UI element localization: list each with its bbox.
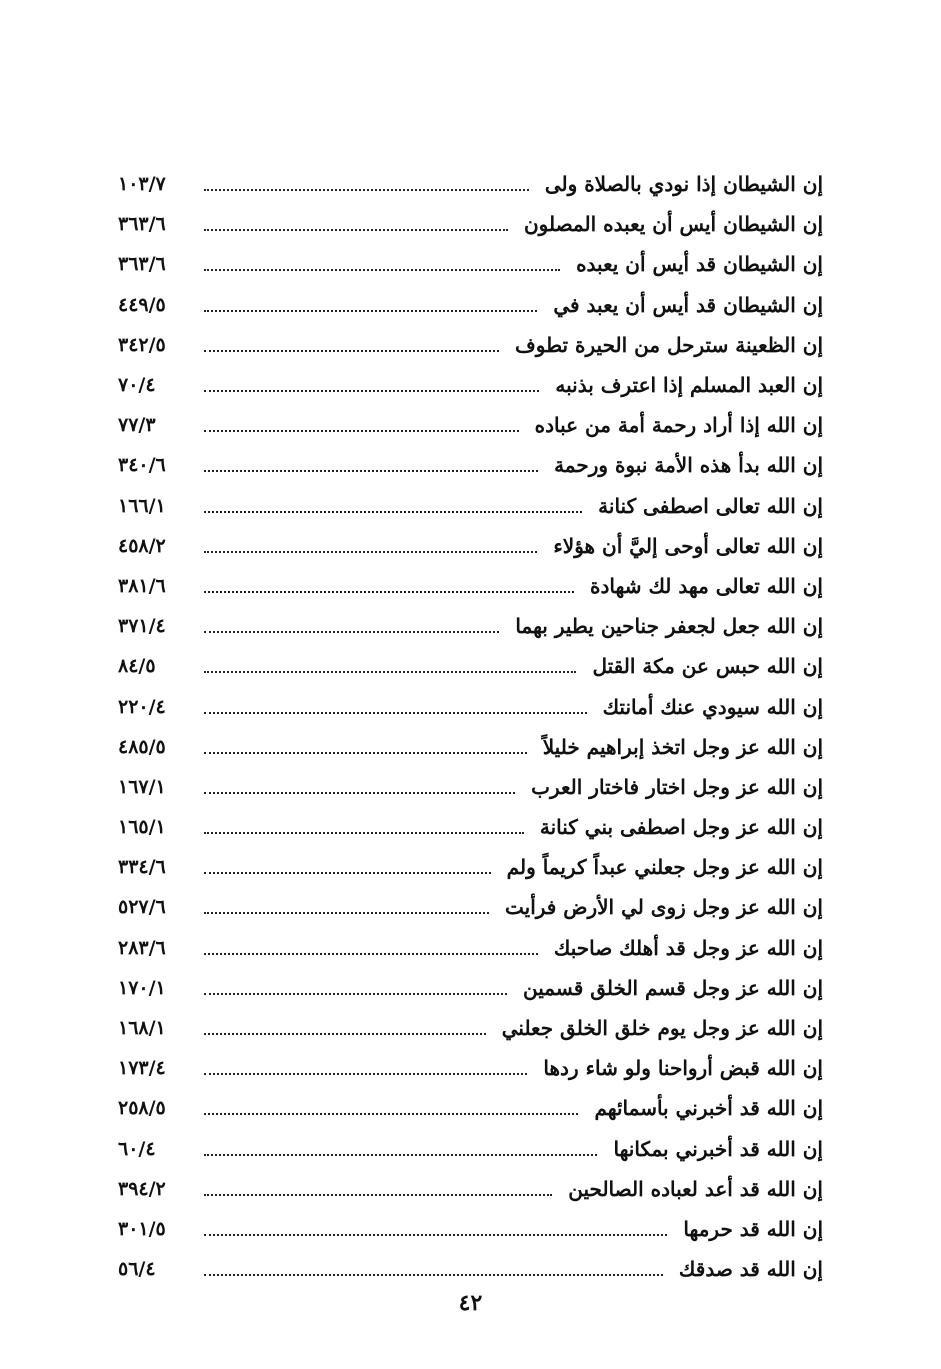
entry-text: إن الله عز وجل اتخذ إبراهيم خليلاً bbox=[542, 734, 823, 759]
entry-reference: ١٦٦/١ bbox=[118, 494, 166, 517]
entry-reference: ٢٢٠/٤ bbox=[118, 695, 166, 718]
entry-text: إن الله عز وجل قد أهلك صاحبك bbox=[553, 935, 823, 960]
dot-leader bbox=[204, 832, 524, 834]
dot-leader bbox=[204, 872, 491, 874]
dot-leader bbox=[204, 1154, 597, 1156]
entry-reference: ٣٨١/٦ bbox=[118, 574, 166, 597]
index-entry bbox=[118, 646, 823, 686]
index-entry bbox=[118, 968, 823, 1008]
entry-reference: ٣٤٢/٥ bbox=[118, 333, 166, 356]
entry-reference: ٣٠١/٥ bbox=[118, 1217, 166, 1240]
dot-leader bbox=[204, 1073, 527, 1075]
entry-reference: ١٦٧/١ bbox=[118, 775, 166, 798]
dot-leader bbox=[204, 350, 499, 352]
entry-text: إن الله تعالى اصطفى كنانة bbox=[598, 493, 823, 518]
entry-text: إن الشيطان قد أيس أن يعبده bbox=[576, 252, 823, 277]
entry-text: إن الله قد أخبرني بأسمائهم bbox=[594, 1096, 823, 1121]
entry-reference: ٥٢٧/٦ bbox=[118, 896, 166, 919]
entry-text: إن الله تعالى مهد لك شهادة bbox=[590, 573, 823, 598]
entry-text: إن الله إذا أراد رحمة أمة من عباده bbox=[534, 413, 823, 438]
entry-reference: ٧٧/٣ bbox=[118, 414, 156, 437]
index-entry bbox=[118, 767, 823, 807]
entry-reference: ٦٠/٤ bbox=[118, 1137, 156, 1160]
entry-reference: ٨٤/٥ bbox=[118, 655, 156, 678]
dot-leader bbox=[204, 1274, 663, 1276]
index-entry bbox=[118, 204, 823, 244]
index-entry bbox=[118, 244, 823, 284]
entry-reference: ٤٥٨/٢ bbox=[118, 534, 166, 557]
dot-leader bbox=[204, 189, 529, 191]
entry-text: إن الله عز وجل زوى لي الأرض فرأيت bbox=[504, 895, 823, 920]
entry-text: إن الله عز وجل اختار فاختار العرب bbox=[531, 774, 823, 799]
dot-leader bbox=[204, 671, 576, 673]
dot-leader bbox=[204, 1194, 552, 1196]
entry-text: إن الله سيودي عنك أمانتك bbox=[602, 694, 823, 719]
entry-reference: ١٦٥/١ bbox=[118, 816, 166, 839]
entry-reference: ١٠٣/٧ bbox=[118, 173, 166, 196]
entry-text: إن الله قد أعد لعباده الصالحين bbox=[568, 1176, 823, 1201]
dot-leader bbox=[204, 310, 537, 312]
entry-text: إن الله قد صدقك bbox=[678, 1257, 823, 1282]
entry-reference: ٢٥٨/٥ bbox=[118, 1097, 166, 1120]
entry-text: إن العبد المسلم إذا اعترف بذنبه bbox=[555, 373, 823, 398]
entry-reference: ٣٤٠/٦ bbox=[118, 454, 166, 477]
dot-leader bbox=[204, 993, 507, 995]
dot-leader bbox=[204, 912, 489, 914]
index-entry bbox=[118, 526, 823, 566]
entry-reference: ٣٧١/٤ bbox=[118, 615, 166, 638]
index-entry bbox=[118, 1129, 823, 1169]
index-entry bbox=[118, 445, 823, 485]
index-entry bbox=[118, 405, 823, 445]
entry-text: إن الظعينة سترحل من الحيرة تطوف bbox=[515, 332, 823, 357]
index-entry bbox=[118, 606, 823, 646]
index-entry bbox=[118, 325, 823, 365]
dot-leader bbox=[204, 269, 560, 271]
entry-text: إن الله عز وجل اصطفى بني كنانة bbox=[539, 815, 823, 840]
dot-leader bbox=[204, 470, 538, 472]
dot-leader bbox=[204, 390, 539, 392]
index-entry bbox=[118, 928, 823, 968]
dot-leader bbox=[204, 953, 538, 955]
dot-leader bbox=[204, 752, 527, 754]
dot-leader bbox=[204, 631, 499, 633]
index-entry bbox=[118, 1048, 823, 1088]
index-entry bbox=[118, 285, 823, 325]
entry-reference: ٣٦٣/٦ bbox=[118, 213, 166, 236]
dot-leader bbox=[204, 591, 574, 593]
index-entry bbox=[118, 1169, 823, 1209]
entry-reference: ١٧٣/٤ bbox=[118, 1057, 166, 1080]
entry-text: إن الله تعالى أوحى إليَّ أن هؤلاء bbox=[553, 533, 823, 558]
index-entry bbox=[118, 566, 823, 606]
index-entry bbox=[118, 847, 823, 887]
dot-leader bbox=[204, 712, 587, 714]
entry-reference: ٤٨٥/٥ bbox=[118, 735, 166, 758]
entry-reference: ٢٨٣/٦ bbox=[118, 936, 166, 959]
entry-reference: ١٦٨/١ bbox=[118, 1017, 166, 1040]
entry-text: إن الله حبس عن مكة القتل bbox=[592, 654, 823, 679]
dot-leader bbox=[204, 1033, 486, 1035]
entry-text: إن الله قبض أرواحنا ولو شاء ردها bbox=[543, 1056, 823, 1081]
index-entry bbox=[118, 1249, 823, 1289]
dot-leader bbox=[204, 1234, 667, 1236]
dot-leader bbox=[204, 511, 582, 513]
index-entry bbox=[118, 807, 823, 847]
entry-text: إن الله جعل لجعفر جناحين يطير بهما bbox=[515, 614, 823, 639]
entry-text: إن الله عز وجل قسم الخلق قسمين bbox=[523, 975, 823, 1000]
entry-text: إن الشيطان أيس أن يعبده المصلون bbox=[523, 212, 823, 237]
dot-leader bbox=[204, 430, 519, 432]
entry-reference: ٤٤٩/٥ bbox=[118, 293, 166, 316]
page-number: ٤٢ bbox=[458, 1290, 483, 1316]
dot-leader bbox=[204, 551, 537, 553]
entry-reference: ١٧٠/١ bbox=[118, 976, 166, 999]
index-entry bbox=[118, 486, 823, 526]
entry-text: إن الله قد حرمها bbox=[683, 1216, 823, 1241]
dot-leader bbox=[204, 792, 515, 794]
index-entry bbox=[118, 686, 823, 726]
entry-text: إن الشيطان إذا نودي بالصلاة ولى bbox=[544, 172, 823, 197]
entry-text: إن الله عز وجل جعلني عبداً كريماً ولم bbox=[506, 855, 823, 880]
index-entry bbox=[118, 727, 823, 767]
hadith-index-list bbox=[118, 164, 823, 1289]
index-entry bbox=[118, 1209, 823, 1249]
entry-reference: ٣٩٤/٢ bbox=[118, 1177, 166, 1200]
entry-reference: ٣٣٤/٦ bbox=[118, 856, 166, 879]
entry-text: إن الله بدأ هذه الأمة نبوة ورحمة bbox=[554, 453, 823, 478]
index-entry bbox=[118, 1008, 823, 1048]
dot-leader bbox=[204, 229, 508, 231]
entry-text: إن الشيطان قد أيس أن يعبد في bbox=[553, 292, 823, 317]
index-entry bbox=[118, 887, 823, 927]
index-entry bbox=[118, 164, 823, 204]
entry-reference: ٥٦/٤ bbox=[118, 1258, 156, 1281]
entry-text: إن الله قد أخبرني بمكانها bbox=[613, 1136, 823, 1161]
index-entry bbox=[118, 1088, 823, 1128]
dot-leader bbox=[204, 1113, 578, 1115]
entry-reference: ٣٦٣/٦ bbox=[118, 253, 166, 276]
index-entry bbox=[118, 365, 823, 405]
entry-text: إن الله عز وجل يوم خلق الخلق جعلني bbox=[501, 1016, 823, 1041]
entry-reference: ٧٠/٤ bbox=[118, 374, 156, 397]
